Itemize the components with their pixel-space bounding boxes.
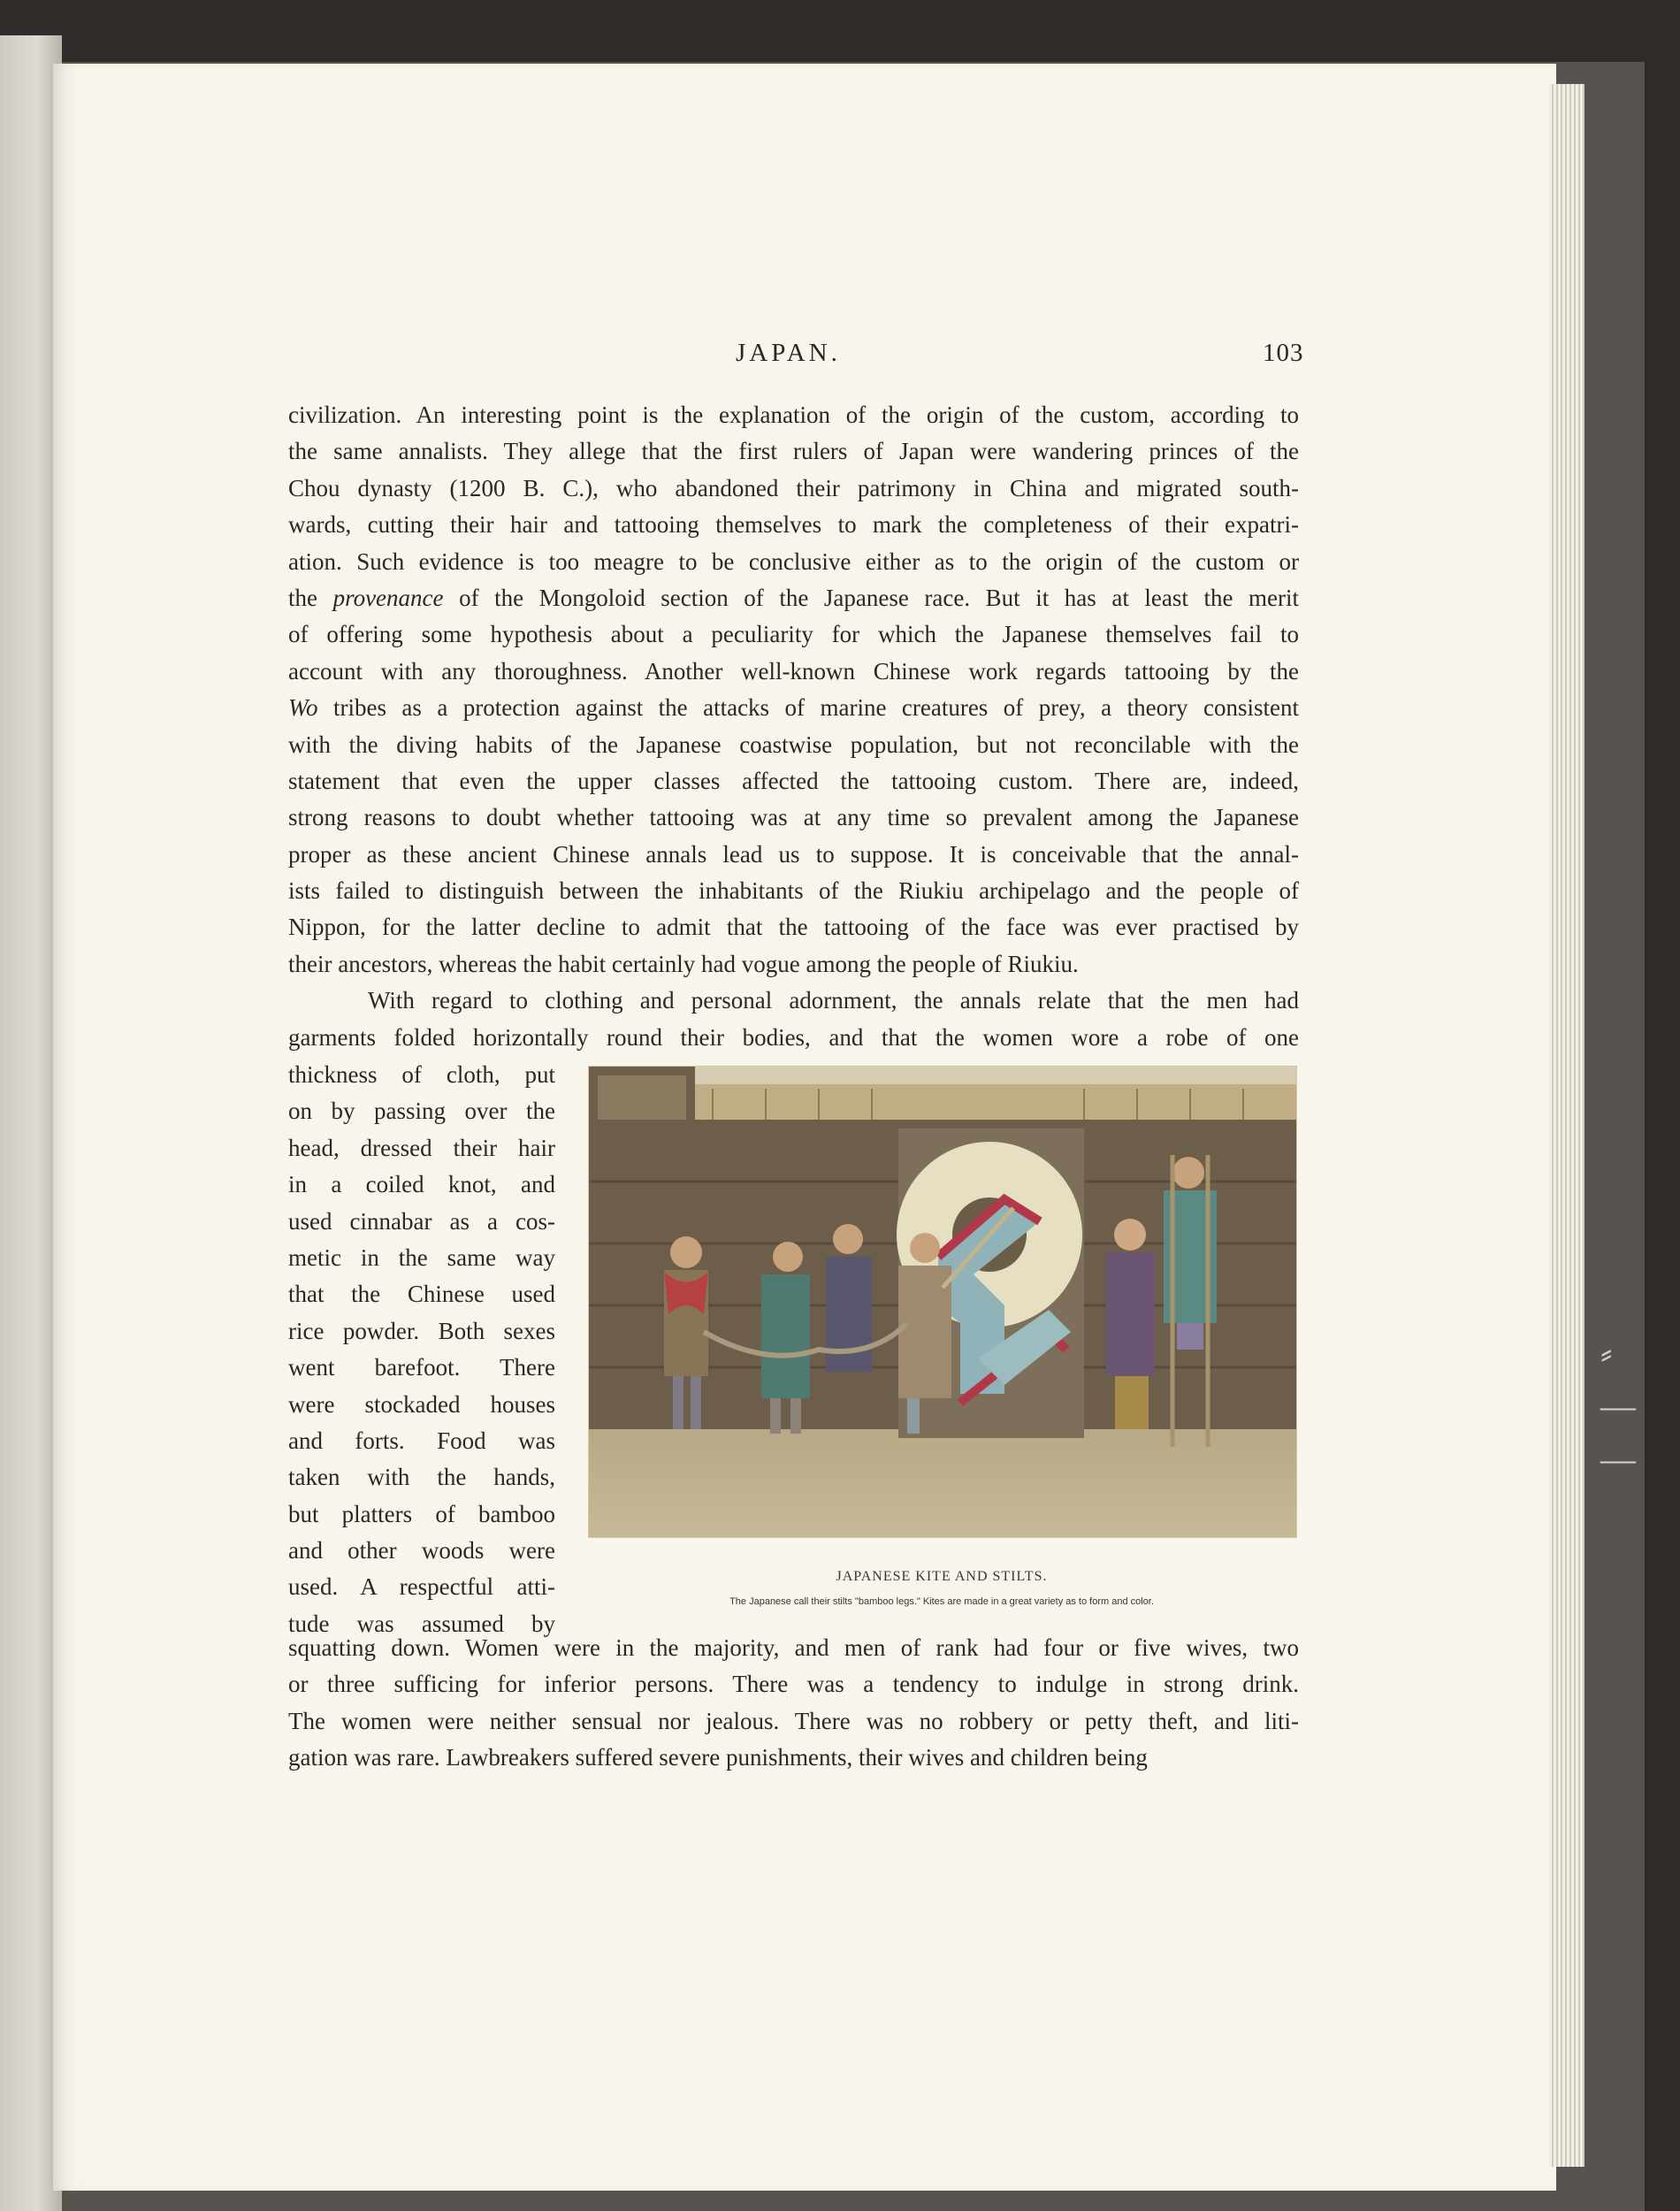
text-line: gation was rare. Lawbreakers suffered severe punishments, their wives and children being bbox=[288, 1744, 1148, 1771]
text-line: were stockaded houses bbox=[288, 1390, 555, 1418]
text-line: account with any thoroughness. Another well-known Chinese work regards tattooing by the bbox=[288, 657, 1299, 685]
body-paragraph-top bbox=[288, 397, 1299, 1056]
text-line: With regard to clothing and personal adornment, the annals relate that the men had bbox=[368, 987, 1299, 1014]
text-line: Chou dynasty (1200 B. C.), who abandoned their patrimony in China and migrated south- bbox=[288, 474, 1299, 501]
text-line: ists failed to distinguish between the inhabitants of the Riukiu archipelago and the people of bbox=[288, 877, 1299, 905]
body-paragraph-bottom bbox=[288, 1630, 1299, 1777]
text-line: tude was assumed by bbox=[288, 1610, 555, 1637]
page-number: 103 bbox=[1263, 339, 1304, 367]
text-line: taken with the hands, bbox=[288, 1464, 555, 1491]
text-line: squatting down. Women were in the majority, and men of rank had four or five wives, two bbox=[288, 1634, 1299, 1661]
spine-ornament: ⸗ — — bbox=[1600, 1333, 1636, 1479]
figure-caption-text: The Japanese call their stilts "bamboo legs." Kites are made in a great variety as to form and color. bbox=[729, 1596, 1154, 1607]
text-line: civilization. An interesting point is the explanation of the origin of the custom, according to bbox=[288, 402, 1299, 428]
text-line: in a coiled knot, and bbox=[288, 1171, 555, 1198]
text-line: and forts. Food was bbox=[288, 1427, 555, 1454]
photograph-kite-and-stilts bbox=[588, 1066, 1297, 1538]
text-line: statement that even the upper classes affected the tattooing custom. There are, indeed, bbox=[288, 767, 1299, 794]
text-line: Nippon, for the latter decline to admit that the tattooing of the face was ever practised by bbox=[288, 914, 1299, 941]
text-line: Wo tribes as a protection against the attacks of marine creatures of prey, a theory consistent bbox=[288, 694, 1299, 722]
text-line: went barefoot. There bbox=[288, 1354, 555, 1381]
text-line: on by passing over the bbox=[288, 1098, 555, 1125]
figure-caption-title: JAPANESE KITE AND STILTS. bbox=[836, 1569, 1048, 1584]
text-line: wards, cutting their hair and tattooing themselves to mark the completeness of their expatri- bbox=[288, 511, 1299, 539]
text-line: that the Chinese used bbox=[288, 1281, 555, 1308]
text-line: rice powder. Both sexes bbox=[288, 1317, 555, 1344]
text-line: garments folded horizontally round their bodies, and that the women wore a robe of one bbox=[288, 1023, 1299, 1051]
text-line: of offering some hypothesis about a peculiarity for which the Japanese themselves fail to bbox=[288, 621, 1299, 648]
text-line: with the diving habits of the Japanese coastwise population, but not reconcilable with the bbox=[288, 731, 1299, 758]
text-line: proper as these ancient Chinese annals lead us to suppose. It is conceivable that the annal- bbox=[288, 840, 1299, 868]
text-line: head, dressed their hair bbox=[288, 1134, 555, 1161]
body-text-column-left bbox=[288, 1057, 555, 1642]
text-line: thickness of cloth, put bbox=[288, 1061, 555, 1088]
text-line: metic in the same way bbox=[288, 1243, 555, 1271]
text-line: used cinnabar as a cos- bbox=[288, 1207, 555, 1235]
text-line: and other woods were bbox=[288, 1537, 555, 1565]
text-line: the provenance of the Mongoloid section of the Japanese race. But it has at least the merit bbox=[288, 584, 1299, 611]
running-head: JAPAN. bbox=[736, 339, 841, 367]
text-line: used. A respectful atti- bbox=[288, 1573, 555, 1601]
text-line: their ancestors, whereas the habit certainly had vogue among the people of Riukiu. bbox=[288, 950, 1079, 977]
page-stack-edge bbox=[1549, 84, 1585, 2167]
text-line: strong reasons to doubt whether tattooing was at any time so prevalent among the Japanese bbox=[288, 804, 1299, 831]
text-line: the same annalists. They allege that the first rulers of Japan were wandering princes of the bbox=[288, 438, 1299, 465]
text-line: or three sufficing for inferior persons. There was a tendency to indulge in strong drink. bbox=[288, 1671, 1299, 1698]
text-line: The women were neither sensual nor jealous. There was no robbery or petty theft, and liti- bbox=[288, 1707, 1299, 1734]
text-line: ation. Such evidence is too meagre to be conclusive either as to the origin of the custom or bbox=[288, 547, 1299, 575]
text-line: but platters of bamboo bbox=[288, 1500, 555, 1527]
